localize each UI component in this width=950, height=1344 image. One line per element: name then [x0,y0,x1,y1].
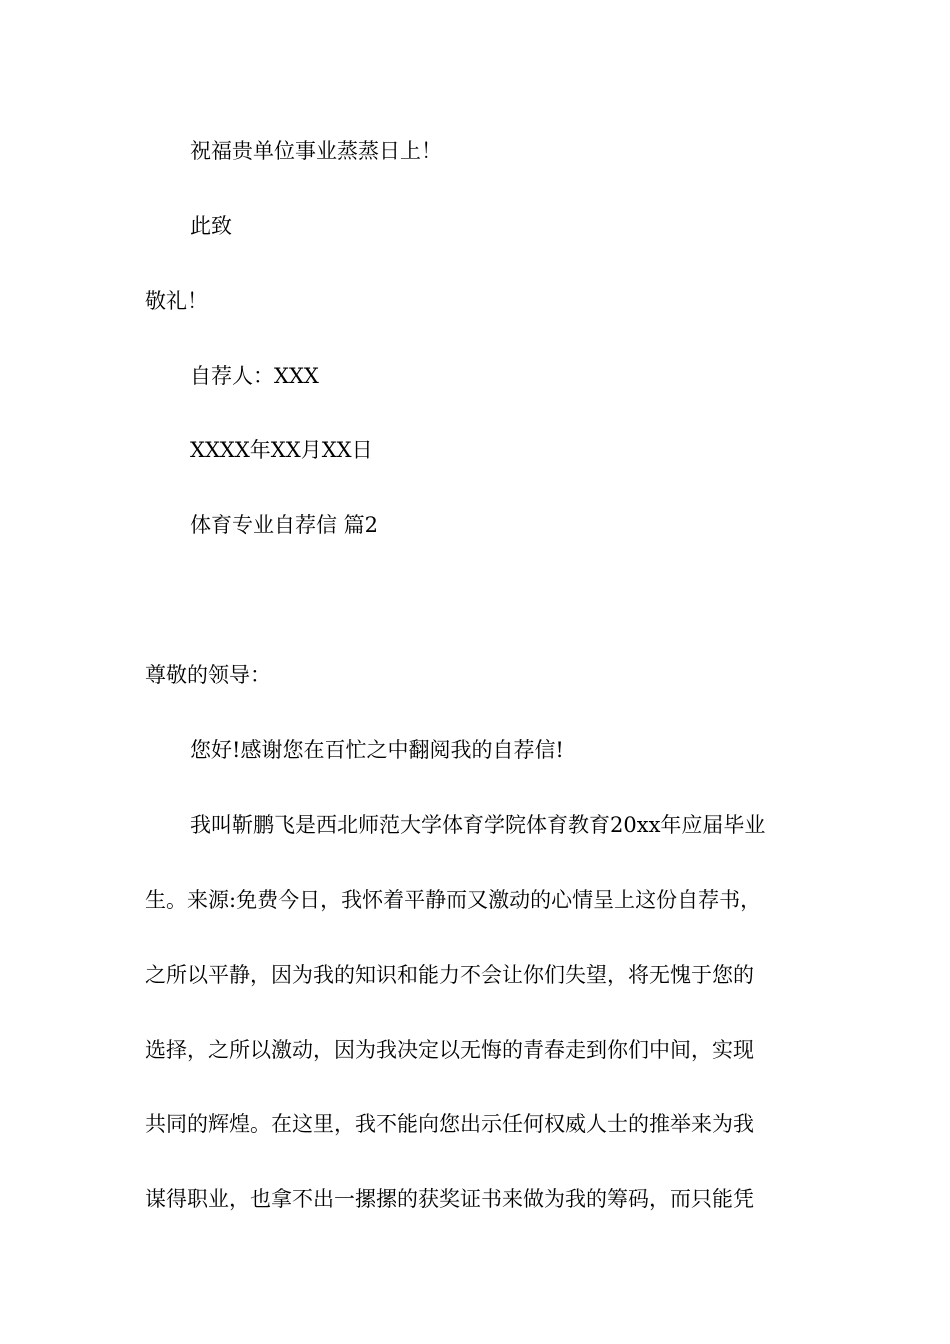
body-line: 共同的辉煌。在这里，我不能向您出示任何权威人士的推举来为我 [145,1112,754,1136]
body-line: 之所以平静，因为我的知识和能力不会让你们失望，将无愧于您的 [145,963,754,987]
section-heading: 体育专业自荐信 篇2 [190,513,379,537]
body-line: 谋得职业，也拿不出一摞摞的获奖证书来做为我的筹码，而只能凭 [145,1187,754,1211]
salutation: 尊敬的领导： [145,663,271,687]
greeting: 您好!感谢您在百忙之中翻阅我的自荐信! [190,738,564,762]
body-line: 生。来源:免费今日，我怀着平静而又激动的心情呈上这份自荐书， [145,888,762,912]
closing-jing-li: 敬礼！ [145,289,208,313]
signer-line: 自荐人：XXX [190,364,319,388]
body-line: 选择，之所以激动，因为我决定以无悔的青春走到你们中间，实现 [145,1038,754,1062]
date-line: XXXX年XX月XX日 [190,438,373,462]
closing-wish: 祝福贵单位事业蒸蒸日上！ [190,139,442,163]
closing-ci-zhi: 此致 [190,214,232,238]
body-line: 我叫靳鹏飞是西北师范大学体育学院体育教育20xx年应届毕业 [190,813,766,837]
